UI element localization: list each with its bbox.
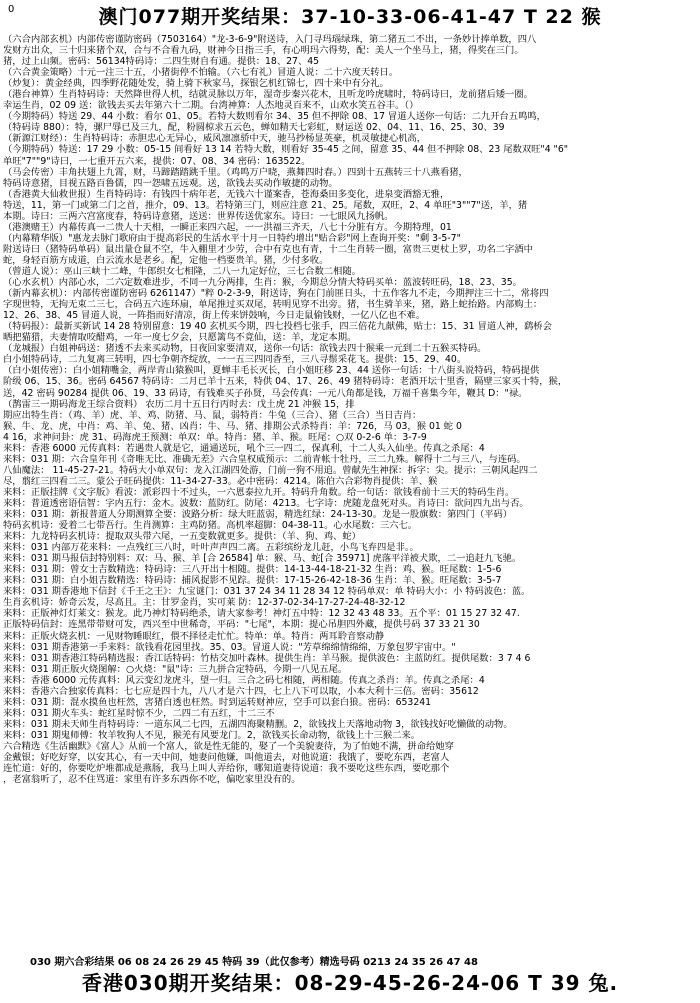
hongkong-result-footer: 香港030期开奖结果：08-29-45-26-24-06 T 39 兔.	[81, 971, 619, 995]
text-line: （香港黄大仙救世报）生肖特码诗：有钱四十病年老，无钱六十谨案香，苍海桑田多变化，进泉变酒豁无雅，	[3, 188, 450, 200]
text-line: 来料：031 内部万花来料：一点残红三八时，叶叶声声四二离。五彩缤纷龙儿赶，小鸟飞弃四是非。。	[3, 542, 419, 554]
text-line: 来料：031 期香港地下信封《千王之王》：九宝谜门：031 37 24 34 11 28 34 12 特码单双：单 特码大小：小 特码波色：蓝。	[3, 586, 531, 598]
text-line: （龙城报）白姐神码送：猪透不去来买动物，日夜回家要清双，送你一句话：欲钱去四十猴乘一元到二十五猴买特码。	[3, 343, 487, 355]
text-line: 来料：031 期马报信封特别料：双：马、猴、羊 [合 26584] 单：猴、马、蛇[合 35971] 虎落平洋被犬欺，二一追赶九飞驰。	[3, 553, 522, 565]
text-line: 特码玄机诗：爱着二七带吾行。生肖测算：主鸡防猪。高机率超脚：04-38-11。心水尾数：三六七。	[3, 520, 418, 532]
text-line: （今期特码）特送 29、44 小数：看尔 01、05。若特大数则看尔 34、35 但不押除 08、17 冒道人送你一句话：二九开台五鸣鸣，	[3, 111, 546, 123]
text-line: 幸运生肖，02 09 送：欲钱去买去年第六十二期。台湾神算：人杰地灵百来不，山欢水笑五谷丰。（）	[3, 100, 419, 112]
text-line: 来料：031 期：曾女士吉数精选：特码诗：三八开出十相随。提供：14-13-44-18-21-32 生肖：鸡、猴。旺尾数：1-5-6	[3, 564, 502, 576]
text-line: 正版特码信封：连黑带带财可发，西兴至中世稀奇，平码："七尾"，本期：提心吊胆四外藏，提供号码 37 33 21 30	[3, 619, 480, 631]
text-line: 尽，翦红三四看二三。蒙公子旺码提供：11-34-27-33。必中密码：4214。陈伯六合彩物肖提供：羊、猴	[3, 475, 438, 487]
text-line: （内幕精华版）"惠龙去脉门歌府由于提高彩民的生活水平十月一日特约增出"贴合彩"网上查询开奖："剩 3-5-7"	[3, 232, 461, 244]
text-line: 生肖玄机诗：娇奇云发，尽高且。主：甘罗金肖，实可莱 防：12-37-02-34-17-27-24-48-32-12	[3, 597, 406, 609]
text-line: 本期。诗曰：三两六宫富度春，特码诗意猪，送送：世界传送优家东。诗曰：一七眼风九扬帆。	[3, 210, 394, 222]
corner-mark: 0	[8, 4, 15, 15]
text-line: 送，42 密码 90284 提供 06、19、33 码诗，有钱难买子孙贤，马会传真：一元八角都是钱，万福千喜集今年，鞭其 D："禄。	[3, 387, 528, 399]
text-line: （新内幕玄机）：内部传密谨防密码 6261147）"粹 0-2-3-9，附送诗，狗在门前匪日头，十五作客九不走，今期押注三十二，常将四	[3, 288, 549, 300]
text-line: 来料：031 期：新报普道人分期测算全要：波路分析：绿大旺蓝弱，精选红绿：24-13-30。龙是一股旗数：第四门（平码）	[3, 509, 513, 521]
text-line: ，老富翁听了，忍不住骂道：家里有许多东西你不吃，偏吃家里没有的。	[3, 774, 301, 786]
text-line: （六合黄金策略）十元一注三十五，小猪街停不怕输。（六七有礼）冒道人说：二十六度天转日。	[3, 67, 399, 79]
text-line: 发财方出众，三十归来猪个双，合与不合看九码，财神今日指三手，有心明玛六得势，配：美人一个坐马上，猪，得奖在三门。	[3, 45, 524, 57]
text-line: （六合内部玄机）内部传密谨防密码（7503164）"龙-3-6-9"附送诗，入门寻玛瑙绿珠，第二猪五二不出，一条妙计捧单数，四八	[3, 34, 537, 45]
text-line: （马会传密）丰角扶翅上九霄，财，马蹄踏踏跳千里。（鸡鸣万户晓，燕舞四时春。）四到十五燕转三十八燕看猪，	[3, 166, 468, 178]
text-line: 来料：031 期：六合皇年刊《奇唯无比、准确无差》六合皇权威预示：二前青帐十牡丹，三二九殊。解得十二与三八，与连码。	[3, 453, 526, 465]
macau-result-header: 澳门077期开奖结果：37-10-33-06-41-47 T 22 猴	[98, 6, 602, 28]
text-line: 来料：香港 6000 元传真料：若遇贵人就是它，通通送玩，吼个三一四二，保真利，十二人头入仙坐。传真之杀尾：4	[3, 442, 485, 454]
text-line: 来料：普道透密语信智：字内五行：金木。波数：蓝防红。防尾：4213。七字诗：虎随龙盘死对头。肖诗曰：欲问四九出与否。	[3, 497, 529, 509]
text-line: 期应出特生肖：（鸡、羊）虎、羊、鸡、防猪、马、鼠，弱特肖：牛兔（三合）、猪（三合）当日吉肖：	[3, 409, 422, 421]
text-line: 来料：031 期：白小姐吉数精选：特码诗：捕风捉影不见踪。提供：17-15-26-42-18-36 生肖：羊、猴。旺尾数：3-5-7	[3, 575, 502, 587]
text-line: 单旺"7""9"诗曰，一七重开五六来，提供：07、08、34 密码：163522。	[3, 155, 311, 167]
text-line: （新源江财经）：生肖特码诗：赤胆忠心无异心，威风凛凛骄中天，驰马抄杨显英豪，机灵敏捷心机高，	[3, 133, 427, 145]
text-line: 阶级 06、15、36。密码 64567 特码诗：二月已羊十五来，特供 04、17、26、49 猪特码诗：老酒开坛十里香，隔壁三家买十特，猴，	[3, 376, 568, 388]
text-line: 来料：香港六合独家传真料：七七应是四十九，八八才是六十四，七上八下可以取，小本大利十三倍。密码：35612	[3, 685, 479, 697]
text-line: 连忙道：好的，你要吃炉堆都成是燕肠，我马上叫人弄给你，哪知道妻待说道：我不要吃这些东西，要吃那个	[3, 763, 450, 775]
result-summary-line: 030 期六合彩结果 06 08 24 26 29 45 特码 39（此仅参考）精选号码 0213 24 35 26 47 48	[30, 957, 478, 968]
text-line: 特码诗意猪，目视五路百鲁儒，四一怨啸五远观。送，欲钱去买动作敏捷的动物。	[3, 177, 338, 189]
text-line: 来料：九龙特码玄机诗：提取双头带六尾，一五变数就更多。提供：（羊、狗、鸡、蛇）	[3, 531, 361, 543]
text-line: 特送，11，第一门或第二门之首，推介，09、13。若特第三门，则应注意 21、25。尾数，双旺，2、4 单旺"3""7"送，羊，猪	[3, 199, 528, 211]
text-line: （特码诗 880）：特，骡尸辱已及三九，配，粉圆椋求五云色，蝉如精天七彩虹，财运送 02、04、11、16、25、30、39	[3, 122, 505, 134]
text-line: 字现世特，无拘无束二三七，合码五六连环扇，单尾推过买双尾，转明见穿不出旁。猪，书生骑羊来，猪，路上蛇抬路。内部购土：	[3, 299, 543, 311]
text-line: （特码报）：最新买新试 14 28 特别留意：19 40 玄机买今期，四七投档七张手，四三倍花九献佛，贴士：15、31 冒道人神，鹞桥会	[3, 321, 552, 333]
text-line: 来料：正版神灯灯莱文：猴龙。此乃神灯特码绝杀，请大家参考！神灯五中特：12 32 43 48 33。五个平：01 15 27 32 47.	[3, 608, 520, 620]
text-line: 来料：正版火烧玄机：一见财物睡眼红，偎不择径走忙忙。特单：单。特肖：两耳聆音察动静	[3, 630, 385, 642]
text-line: 八仙魔法： 11-45-27-21。特码大小单双句：龙入江湖四处游，门前一狗不用追。曾献先生神探：拆字：尖。提示：三朝风起四二	[3, 464, 538, 476]
text-line: （炒复）：黄金经典，四季野花随处发，骑上骑下秋家马，探银乞机红锦七，四十来中有分礼。	[3, 78, 389, 90]
text-line: （港澳赌王）内幕传真一二贵人十天相，一瞬正来四六起，一一洪福三齐天，八七十分脏有方。今期特理，01	[3, 221, 452, 233]
text-line: （今期特码）特送：17 29 小数：05-15 间看好 13 14 若特大数，则看好 35-45 之间，留意 35、44 但不押除 08、23 尾数双旺"4 "6"	[3, 144, 569, 156]
text-line: 猪，过上山频。密码：56134特码诗：二四生财自有通。提供：18、27、45	[3, 56, 320, 68]
text-line: 猴、牛、龙、虎，中肖：鸡、羊、兔、猪、凶肖：牛、马、猪、排期公式杀特肖：羊：726，马 03，猴 01 蛇 0	[3, 420, 462, 432]
text-line: 来料：031 期未天师生肖特码诗：一道东风二七四，五湖四海聚精删。2，欲钱找上天落地动物 3，欲钱找好吃懒做的动物。	[3, 718, 513, 730]
document-body	[3, 34, 697, 951]
text-line: 晒把猫猎，夫妻情取咬醋鸡，一年一度七夕会，只愿篱鸟不竟仙，送：羊，龙定本期。	[3, 332, 357, 344]
text-line: 来料：031 期火车头：蛇红星时惊不少，二四二有五红，十二三不	[3, 707, 275, 719]
text-line: （曾道人说）：巫山三峡十二峰，牛郎织女七相隆，二八一九定好位，三七合数二相随。	[3, 265, 361, 277]
text-line: 来料：正版挂牌《文字版》看波：派彩四十不过头，一六恩泰拉九开。特码升角数。给一句话：欲钱看前十三天的特码生肖。	[3, 486, 515, 498]
text-line: 来料：031 期正版火烧图解：○火烧："鼠"诗：三九拼合定特码，今期一八见五尾。	[3, 663, 348, 675]
text-line: 附送诗曰（猪特码单码）鼠出量仓鼠不空，牛入棚里才少劳，合中有克也有青，十二生肖转一圈，富贵三更杖上罗，功名二字酒中	[3, 243, 533, 255]
text-line: 12、26、38、45 冒道人说，一阵指而好清凉，街上传来饼鼓响，今日走鼠偷钱财，一亿八亿也不难。	[3, 310, 426, 322]
text-line: 白小姐特码诗，二九复离三转明，四七争朝齐绽放，一一五三四同香至，三八寻鬃采花飞。提供：15、29、40。	[3, 354, 467, 366]
text-line: 六合精选《生活幽默》《富人》从前一个富人，欲是性无能的，娶了一个美貌妻待，为了怕她不满，拼命给她穿	[3, 741, 454, 752]
text-line: 金戴银；好吃好穿，以安其心，有一天中间，她妻问他嫌，叫他道去，对他说道：我饿了，要吃东西，老富人	[3, 752, 450, 764]
text-line: 来料：香港 6000 元传真料：风云变幻龙虎斗，望一归。三合之码七相随，两相随。传真之杀肖：羊。传真之杀尾：4	[3, 674, 485, 686]
text-line: （港台神算）生肖特码诗：天然降世得人机，结就灵脉以万年，湿奇步秦兴花木，且听龙吟虎啸时，特码诗曰，龙前猪后矮一圈。	[3, 89, 533, 101]
text-line: 来料：031 期：混水摸鱼也枉然，害猪白透也枉然。时到运转财神应，空手可以套白狼。密码：653241	[3, 696, 432, 708]
text-line: 4 16，求神问卦：虎 31、码海虎王预测：单双：单。特肖：猪、羊、猴。旺尾：○双 0-2-6 单：3-7-9	[3, 431, 427, 443]
text-line: （心水玄机）内部心水，二六定数难进步，不同一九分两排，生肖：猴，今期总分情大特码买单：蓝波转旺码，18、23、35。	[3, 277, 522, 289]
text-line: （鹊雷三一期码海龙王综合资料） 农历二月十五日行丙时去：戊土虎 21 冲猴 15，排	[3, 398, 355, 410]
text-line: （白小姐传密）：白小姐精嘴金，两岸青山猿猴叫，夏蝉丰毛长灭长，白小姐旺移 23、44 送你一句话：十八街头说特码，特码提供	[3, 365, 540, 377]
text-line: 来料：031 期香港第一手来料：欲钱看花园里找。35、03。冒道人说："芳草绵绵情绵绵，万象包罗宇宙中。"	[3, 641, 456, 653]
text-line: 来料：031 期鬼师傅：牧羊牧狗人不见，猴羌有风要龙门。2，欲钱买长命动物，欲钱上十三猴二来。	[3, 729, 421, 741]
text-line: 来料：031 期香港江特码精选报：香江话特码：竹枯交加叶森林。提供生肖：羊马猴。提供波色：主蓝防红。提供尾数：3 7 4 6	[3, 652, 531, 664]
text-line: 蛇，身轻百筋方成道，白云流水是老乡。配，定他一档要贵羊。猪，少付多收。	[3, 254, 329, 266]
